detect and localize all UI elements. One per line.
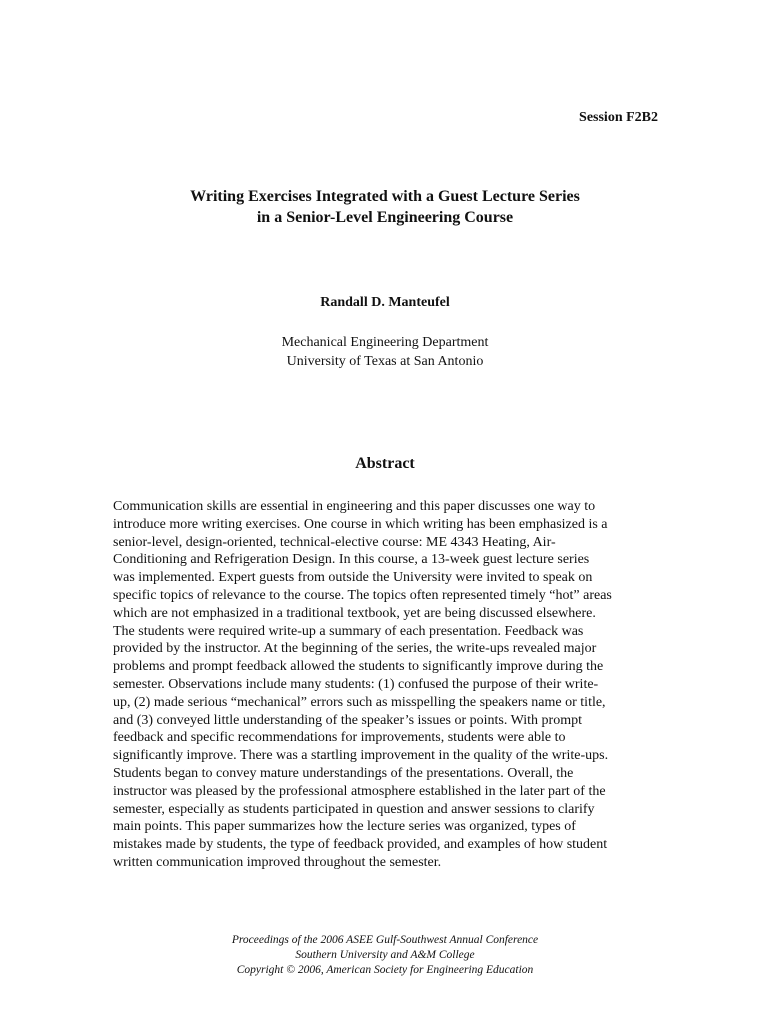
- footer-host: Southern University and A&M College: [295, 949, 475, 961]
- conference-footer: [0, 933, 770, 978]
- author-affiliation: [0, 333, 770, 371]
- paper-title-line-2: in a Senior-Level Engineering Course: [256, 209, 514, 226]
- author-department: Mechanical Engineering Department: [281, 335, 489, 350]
- abstract-line: introduce more writing exercises. One course in which writing has been emphasized is a: [113, 516, 608, 532]
- abstract-line: semester, especially as students participated in question and answer sessions to clarify: [113, 801, 595, 817]
- abstract-line: Communication skills are essential in engineering and this paper discusses one way to: [113, 499, 596, 514]
- abstract-line: written communication improved throughout the semester.: [113, 854, 442, 870]
- author-institution: University of Texas at San Antonio: [286, 354, 484, 369]
- abstract-line: specific topics of relevance to the course. The topics often represented timely “hot” areas: [113, 587, 612, 603]
- abstract-line: Students began to convey mature understandings of the presentations. Overall, the: [113, 765, 574, 781]
- abstract-body: [113, 498, 673, 872]
- paper-title: [0, 186, 770, 228]
- session-label: Session F2B2: [579, 110, 658, 125]
- footer-proceedings: Proceedings of the 2006 ASEE Gulf-Southwest Annual Conference: [231, 934, 539, 946]
- abstract-line: senior-level, design-oriented, technical-elective course: ME 4343 Heating, Air-: [113, 534, 556, 550]
- paper-title-line-1: Writing Exercises Integrated with a Guest Lecture Series: [190, 188, 580, 205]
- abstract-line: was implemented. Expert guests from outside the University were invited to speak on: [113, 570, 593, 586]
- abstract-line: problems and prompt feedback allowed the students to significantly improve during the: [113, 659, 604, 675]
- author-name: Randall D. Manteufel: [320, 295, 450, 310]
- abstract-line: significantly improve. There was a startling improvement in the quality of the write-ups.: [113, 748, 609, 764]
- abstract-line: which are not emphasized in a traditional textbook, yet are being discussed elsewhere.: [113, 605, 596, 621]
- abstract-line: provided by the instructor. At the beginning of the series, the write-ups revealed major: [113, 641, 597, 657]
- abstract-line: The students were required write-up a summary of each presentation. Feedback was: [113, 623, 584, 639]
- abstract-line: main points. This paper summarizes how the lecture series was organized, types of: [113, 819, 576, 835]
- footer-copyright: Copyright © 2006, American Society for Engineering Education: [236, 964, 534, 976]
- abstract-line: feedback and specific recommendations for improvements, students were able to: [113, 730, 566, 746]
- abstract-heading: Abstract: [355, 455, 415, 472]
- abstract-line: semester. Observations include many students: (1) confused the purpose of their write-: [113, 676, 599, 692]
- abstract-line: Conditioning and Refrigeration Design. In this course, a 13-week guest lecture series: [113, 552, 590, 568]
- abstract-line: mistakes made by students, the type of feedback provided, and examples of how student: [113, 837, 608, 853]
- abstract-line: up, (2) made serious “mechanical” errors such as misspelling the speakers name or title,: [113, 694, 606, 710]
- abstract-line: and (3) conveyed little understanding of the speaker’s issues or points. With prompt: [113, 712, 582, 728]
- abstract-line: instructor was pleased by the professional atmosphere established in the later part of the: [113, 783, 606, 799]
